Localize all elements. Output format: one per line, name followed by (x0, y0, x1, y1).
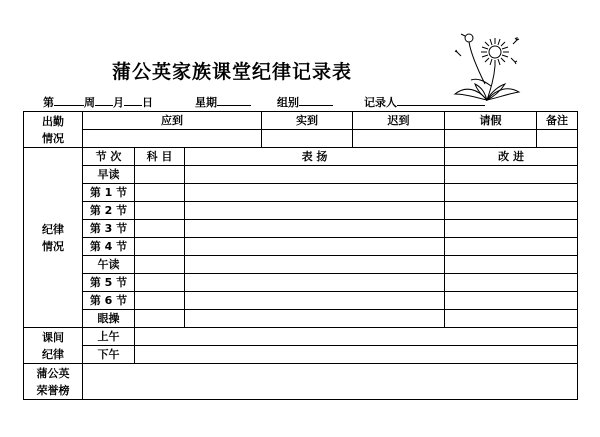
due-cell[interactable] (83, 130, 262, 148)
late-cell[interactable] (353, 130, 445, 148)
attendance-header-row (24, 112, 578, 130)
improve-cell[interactable] (445, 310, 578, 328)
period-label: 午读 (83, 256, 135, 274)
attendance-label: 出勤 情况 (24, 112, 83, 148)
praise-cell[interactable] (185, 166, 445, 184)
label-xingqi: 星期 (195, 96, 217, 109)
improve-cell[interactable] (445, 220, 578, 238)
improve-cell[interactable] (445, 184, 578, 202)
honor-row (24, 364, 578, 400)
improve-cell[interactable] (445, 292, 578, 310)
period-row (24, 256, 578, 274)
subject-cell[interactable] (135, 274, 185, 292)
discipline-record-table (23, 111, 578, 400)
subject-cell[interactable] (135, 166, 185, 184)
col-late: 迟到 (353, 112, 445, 130)
header-week-date (43, 94, 153, 110)
header-recorder (364, 94, 485, 110)
header-group (277, 94, 333, 110)
praise-cell[interactable] (185, 238, 445, 256)
break-label: 课间 纪律 (24, 328, 83, 364)
improve-cell[interactable] (445, 166, 578, 184)
subject-cell[interactable] (135, 292, 185, 310)
col-actual: 实到 (262, 112, 353, 130)
col-due: 应到 (83, 112, 262, 130)
period-row (24, 184, 578, 202)
recorder-field[interactable] (397, 94, 485, 106)
break-period-label: 下午 (83, 346, 135, 364)
praise-cell[interactable] (185, 274, 445, 292)
praise-cell[interactable] (185, 292, 445, 310)
subject-cell[interactable] (135, 310, 185, 328)
honor-label: 蒲公英 荣誉榜 (24, 364, 83, 400)
praise-cell[interactable] (185, 310, 445, 328)
break-afternoon-cell[interactable] (135, 346, 578, 364)
period-label: 第 5 节 (83, 274, 135, 292)
period-label: 第 1 节 (83, 184, 135, 202)
actual-cell[interactable] (262, 130, 353, 148)
header-weekday (195, 94, 251, 110)
break-row (24, 346, 578, 364)
period-label: 第 6 节 (83, 292, 135, 310)
period-label: 第 2 节 (83, 202, 135, 220)
col-note: 备注 (537, 112, 578, 130)
period-row (24, 238, 578, 256)
subject-cell[interactable] (135, 202, 185, 220)
period-row (24, 202, 578, 220)
subject-cell[interactable] (135, 184, 185, 202)
period-label: 眼操 (83, 310, 135, 328)
praise-cell[interactable] (185, 202, 445, 220)
note-cell[interactable] (537, 130, 578, 148)
period-label: 第 4 节 (83, 238, 135, 256)
discipline-header-row (24, 148, 578, 166)
period-row (24, 220, 578, 238)
group-field[interactable] (299, 94, 333, 106)
label-di: 第 (43, 96, 54, 109)
improve-cell[interactable] (445, 274, 578, 292)
col-period: 节 次 (83, 148, 135, 166)
period-row (24, 274, 578, 292)
break-morning-cell[interactable] (135, 328, 578, 346)
label-zubie: 组别 (277, 96, 299, 109)
subject-cell[interactable] (135, 220, 185, 238)
improve-cell[interactable] (445, 256, 578, 274)
label-yue: 月 (113, 96, 124, 109)
period-label: 第 3 节 (83, 220, 135, 238)
day-field[interactable] (124, 94, 142, 106)
discipline-label: 纪律 情况 (24, 148, 83, 328)
col-subject: 科 目 (135, 148, 185, 166)
label-jiluren: 记录人 (364, 96, 397, 109)
break-row (24, 328, 578, 346)
subject-cell[interactable] (135, 238, 185, 256)
praise-cell[interactable] (185, 256, 445, 274)
praise-cell[interactable] (185, 184, 445, 202)
period-label: 早读 (83, 166, 135, 184)
improve-cell[interactable] (445, 202, 578, 220)
weekday-field[interactable] (217, 94, 251, 106)
label-ri: 日 (142, 96, 153, 109)
period-row (24, 292, 578, 310)
week-number-field[interactable] (54, 94, 84, 106)
honor-cell[interactable] (83, 364, 578, 400)
subject-cell[interactable] (135, 256, 185, 274)
label-zhou: 周 (84, 96, 95, 109)
praise-cell[interactable] (185, 220, 445, 238)
col-praise: 表 扬 (185, 148, 445, 166)
attendance-entry-row (24, 130, 578, 148)
page-title: 蒲公英家族课堂纪律记录表 (112, 61, 353, 83)
improve-cell[interactable] (445, 238, 578, 256)
leave-cell[interactable] (445, 130, 537, 148)
month-field[interactable] (95, 94, 113, 106)
period-row (24, 310, 578, 328)
break-period-label: 上午 (83, 328, 135, 346)
period-row (24, 166, 578, 184)
col-improve: 改 进 (445, 148, 578, 166)
col-leave: 请假 (445, 112, 537, 130)
